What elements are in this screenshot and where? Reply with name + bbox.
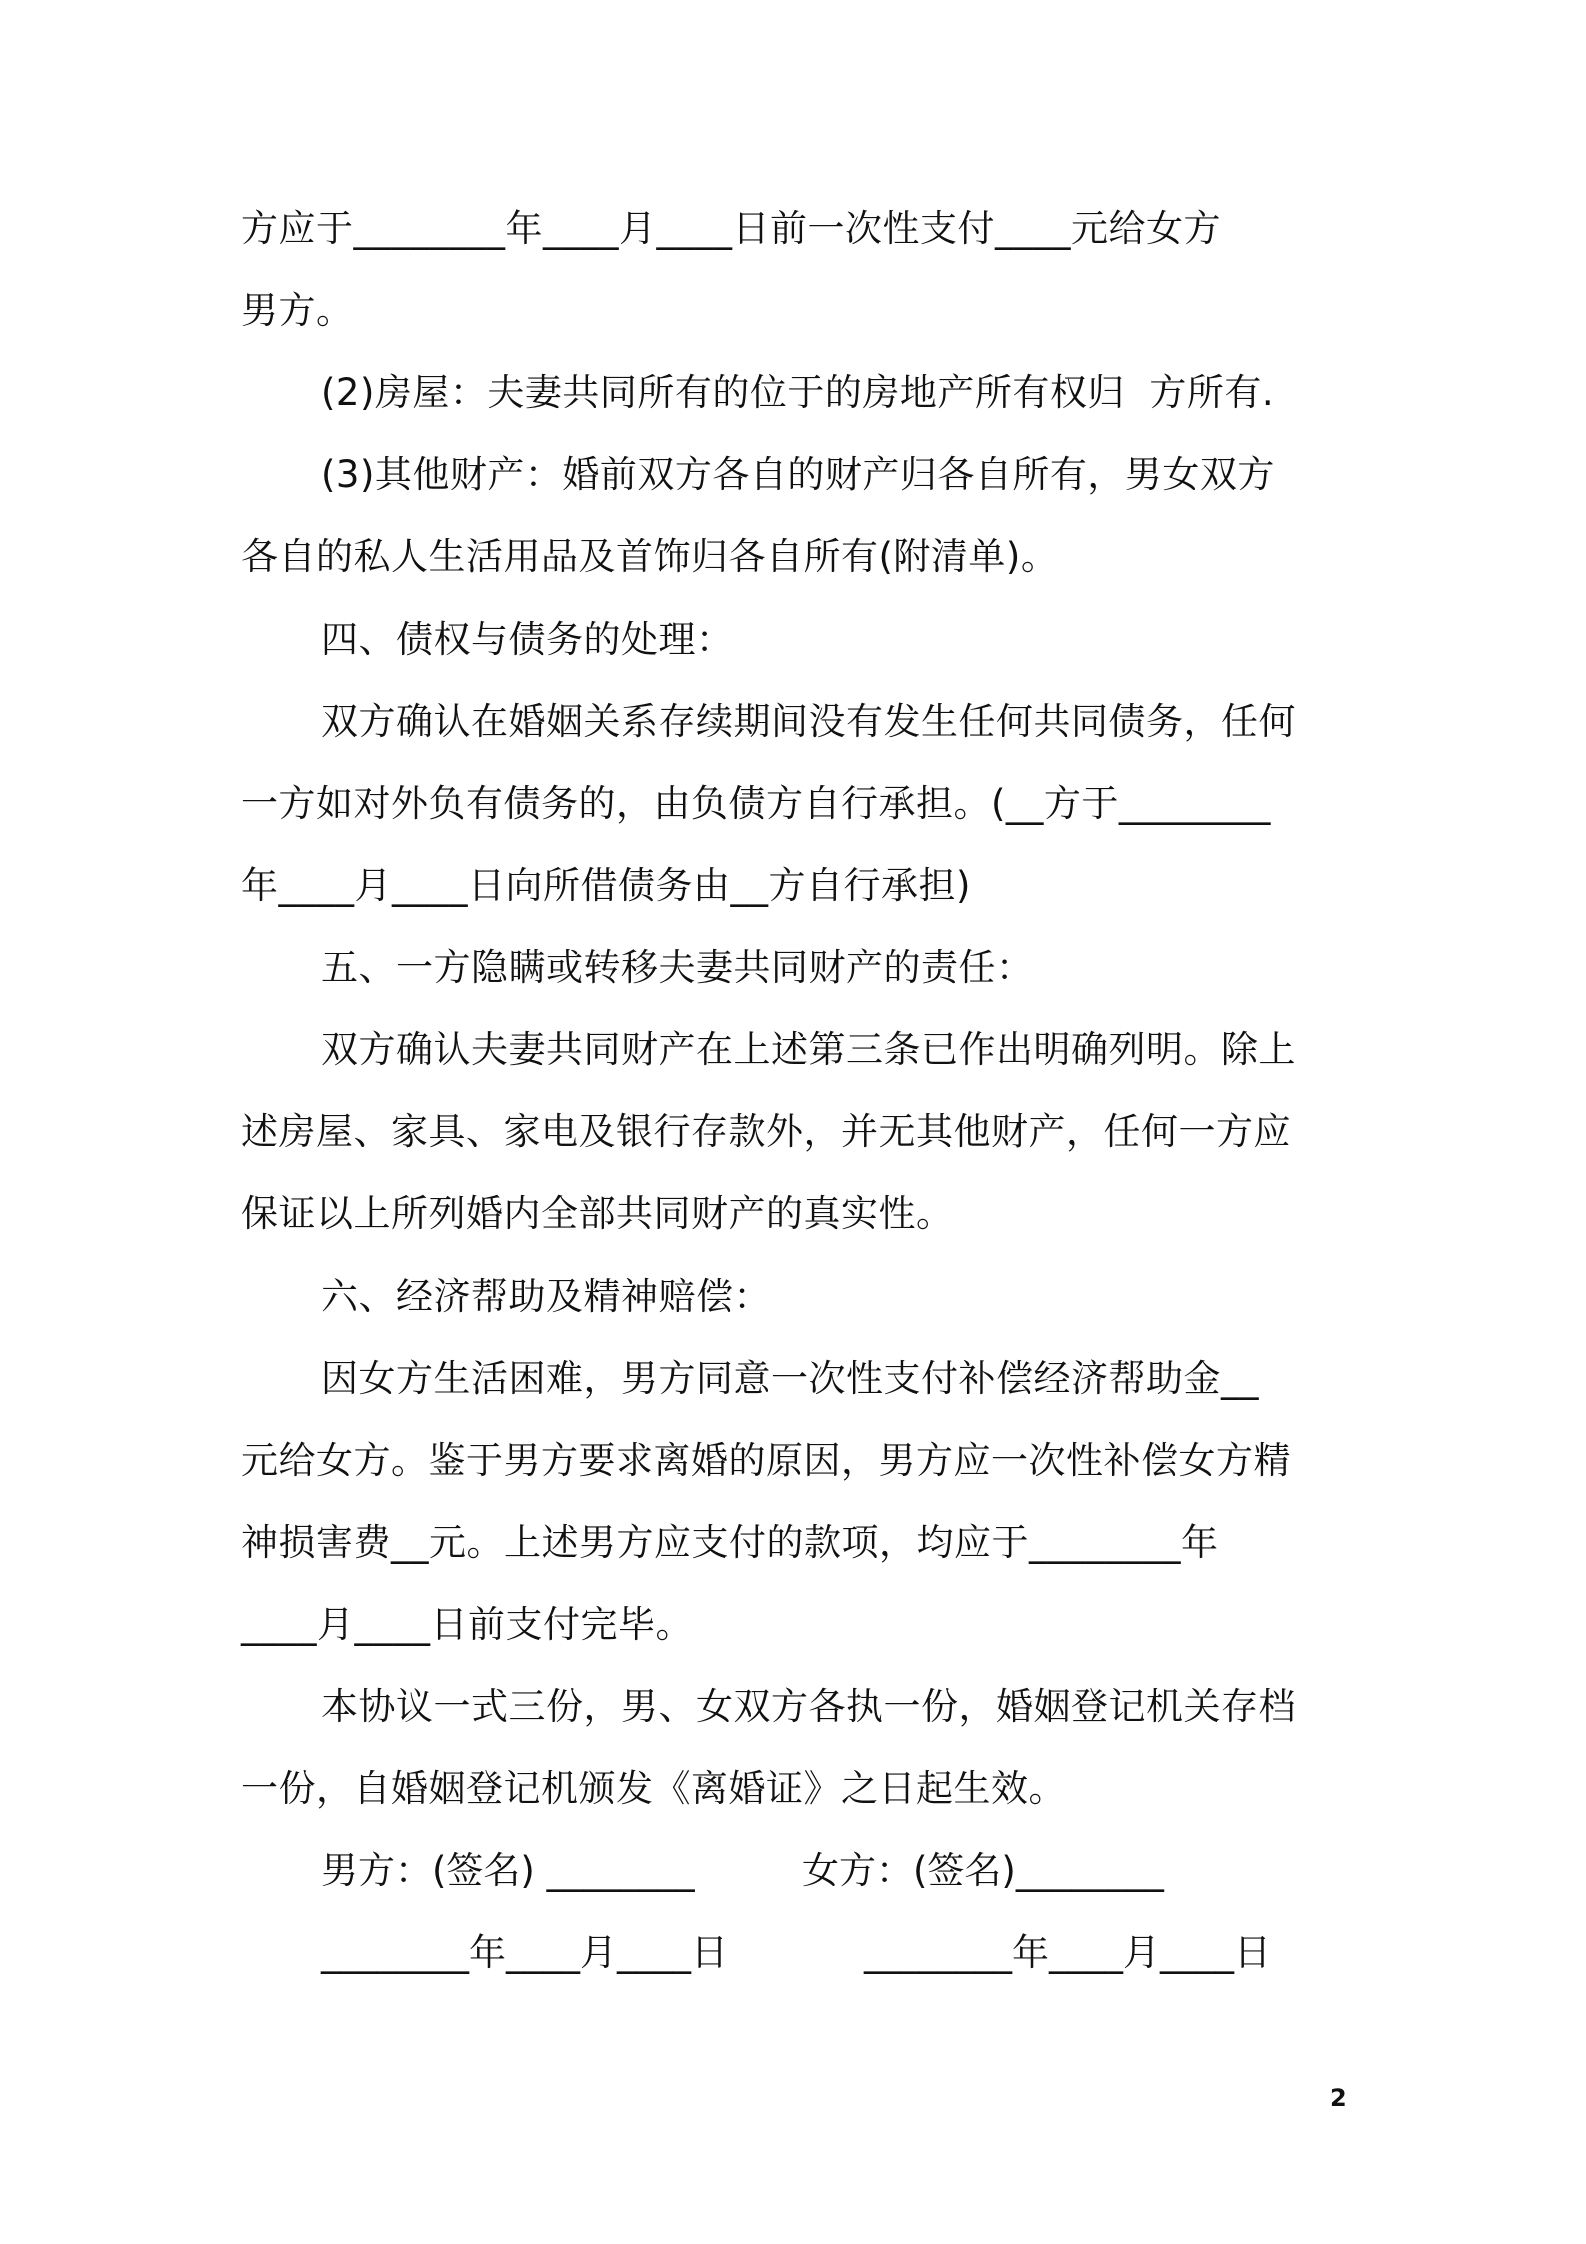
text-line: ____月____日前支付完毕。 [241, 1603, 693, 1646]
text-line: 双方确认在婚姻关系存续期间没有发生任何共同债务，任何 [321, 700, 1296, 743]
section-heading: 五、一方隐瞒或转移夫妻共同财产的责任： [321, 946, 1034, 989]
section-heading: 四、债权与债务的处理： [321, 618, 734, 661]
text-line: 因女方生活困难，男方同意一次性支付补偿经济帮助金__ [321, 1357, 1259, 1400]
text-line: 方应于________年____月____日前一次性支付____元给女方 [241, 207, 1221, 250]
text-line: 元给女方。鉴于男方要求离婚的原因，男方应一次性补偿女方精 [241, 1439, 1291, 1482]
text-line: 本协议一式三份，男、女双方各执一份，婚姻登记机关存档 [321, 1685, 1296, 1728]
text-line: (2)房屋：夫妻共同所有的位于的房地产所有权归 方所有. [321, 371, 1275, 414]
text-line: 年____月____日向所借债务由__方自行承担) [241, 864, 971, 907]
female-signature-line: 女方：(签名)________ [802, 1849, 1164, 1892]
female-signature-date: ________年____月____日 [864, 1931, 1271, 1974]
text-line: 一方如对外负有债务的，由负债方自行承担。(__方于________ [241, 782, 1271, 825]
male-signature-date: ________年____月____日 [321, 1931, 728, 1974]
text-line: 保证以上所列婚内全部共同财产的真实性。 [241, 1192, 954, 1235]
page-number: 2 [1330, 2084, 1347, 2112]
section-heading: 六、经济帮助及精神赔偿： [321, 1275, 771, 1318]
text-line: (3)其他财产：婚前双方各自的财产归各自所有，男女双方 [321, 453, 1275, 496]
text-line: 一份，自婚姻登记机颁发《离婚证》之日起生效。 [241, 1767, 1066, 1810]
text-line: 双方确认夫妻共同财产在上述第三条已作出明确列明。除上 [321, 1028, 1296, 1071]
male-signature-line: 男方：(签名) ________ [321, 1849, 695, 1892]
text-line: 各自的私人生活用品及首饰归各自所有(附清单)。 [241, 535, 1059, 578]
text-line: 神损害费__元。上述男方应支付的款项，均应于________年 [241, 1521, 1219, 1564]
text-line: 述房屋、家具、家电及银行存款外，并无其他财产，任何一方应 [241, 1110, 1291, 1153]
text-line: 男方。 [241, 289, 354, 332]
